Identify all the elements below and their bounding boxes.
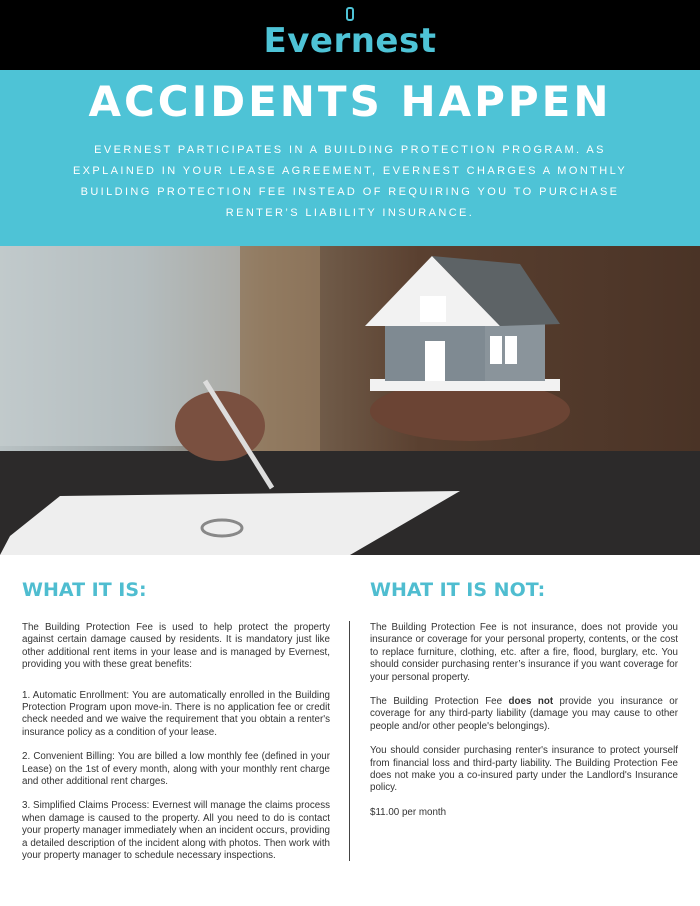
- what-it-is-not-heading: WHAT IT IS NOT:: [370, 579, 546, 601]
- banner-subtitle: EVERNEST PARTICIPATES IN A BUILDING PROTECTION PROGRAM. AS EXPLAINED IN YOUR LEASE AGREEMENT, EVERNEST CHARGES A MONTHLY BUILDING PROTECTION FEE INSTEAD OF REQUIRING YOU TO PURCHASE RENTER’S LIABILITY INSURANCE.: [72, 144, 628, 219]
- not-paragraph-3: You should consider purchasing renter's insurance to protect yourself from financial loss and third-party liability. The Building Protection Fee does not make you a co-insured party under the Landlord's Insurance policy.: [370, 745, 678, 794]
- not-paragraph-1: The Building Protection Fee is not insurance, does not provide you insurance or coverage for your personal property, contents, or the cost to replace furniture, clothing, etc. after a fire, flood, burglary, etc. You should consider purchasing renter’s insurance if you want coverage for your personal property.: [370, 622, 678, 683]
- text: The Building Protection Fee: [370, 696, 509, 708]
- logo-tag-icon: [346, 7, 354, 21]
- what-it-is-heading: WHAT IT IS:: [22, 579, 147, 601]
- house-in-hand-illustration: [0, 246, 700, 555]
- hero-photo-house-model: [0, 246, 700, 555]
- benefit-item: 1. Automatic Enrollment: You are automatically enrolled in the Building Protection Program upon move-in. There is no application fee or credit check needed and we waive the requirement that you obtain a renter's insurance policy as a condition of your lease.: [22, 689, 330, 738]
- page-title: ACCIDENTS HAPPEN: [88, 77, 612, 126]
- benefit-item: 3. Simplified Claims Process: Evernest will manage the claims process when damage is caused to the property. All you need to do is contact your property manager immediately when an incident occurs, providing a detailed description of the incident along with photos. Then work with your property manager to schedule necessary inspections.: [22, 800, 330, 862]
- top-bar: [0, 0, 700, 70]
- hero-banner: [0, 70, 700, 246]
- emphasis: does not: [508, 696, 554, 708]
- logo-text: Evernest: [263, 21, 437, 61]
- evernest-logo: [264, 21, 437, 61]
- what-it-is-intro: The Building Protection Fee is used to help protect the property against certain damage caused by residents. It is mandatory just like other additional rent items in your lease and is managed by Evernest, providing you with these great benefits:: [22, 622, 330, 671]
- not-paragraph-2: [370, 696, 678, 733]
- text: provide you insurance or coverage for any third-party liability (damage you may cause to other people and/or other people's belongings).: [370, 696, 678, 732]
- benefit-item: 2. Convenient Billing: You are billed a low monthly fee (defined in your Lease) on the 1st of every month, along with your monthly rent charge and other additional rent charges.: [22, 751, 330, 788]
- column-divider: [349, 621, 350, 861]
- monthly-price: $11.00 per month: [370, 806, 447, 818]
- what-it-is-column: [22, 576, 330, 875]
- what-it-is-not-column: [370, 576, 678, 831]
